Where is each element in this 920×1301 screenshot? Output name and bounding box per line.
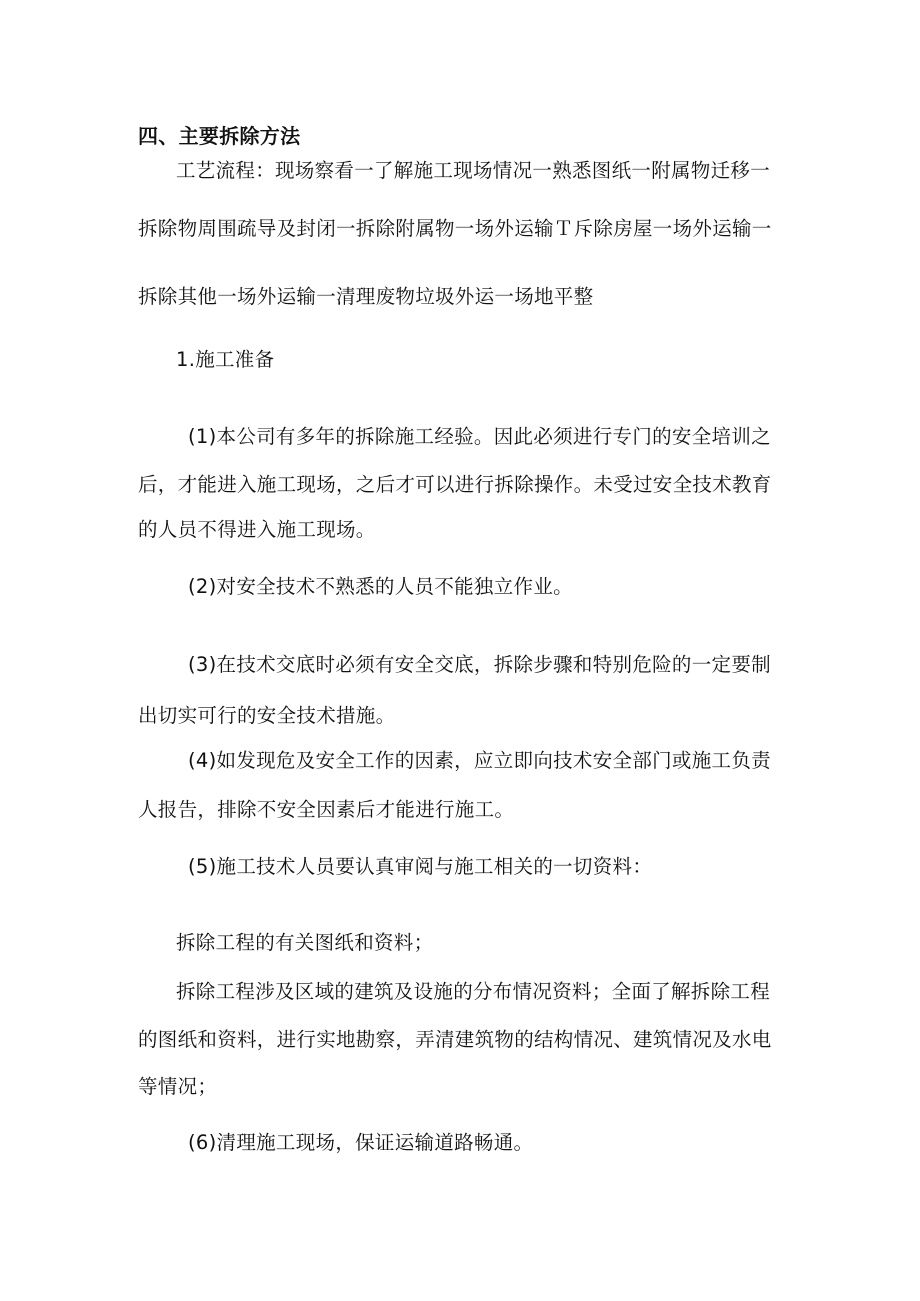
sub-item-2-line-2: 的图纸和资料，进行实地勘察，弄清建筑物的结构情况、建筑情况及水电 (138, 1028, 772, 1051)
item-2: (2)对安全技术不熟悉的人员不能独立作业。 (188, 575, 573, 598)
process-flow-line-3: 拆除其他一场外运输一清理废物垃圾外运一场地平整 (138, 285, 594, 308)
item-3-line-1: (3)在技术交底时必须有安全交底，拆除步骤和特别危险的一定要制 (188, 653, 771, 676)
item-4-line-2: 人报告，排除不安全因素后才能进行施工。 (138, 798, 515, 821)
item-1-line-2: 后，才能进入施工现场，之后才可以进行拆除操作。未受过安全技术教育 (138, 473, 772, 496)
item-4-line-1: (4)如发现危及安全工作的因素，应立即向技术安全部门或施工负责 (188, 749, 771, 772)
sub-item-1: 拆除工程的有关图纸和资料； (176, 931, 434, 954)
sub-item-2-line-1: 拆除工程涉及区域的建筑及设施的分布情况资料；全面了解拆除工程 (176, 980, 771, 1003)
item-6: (6)清理施工现场，保证运输道路畅通。 (188, 1131, 534, 1154)
item-1-line-1: (1)本公司有多年的拆除施工经验。因此必须进行专门的安全培训之 (188, 425, 771, 448)
subsection-title: 1.施工准备 (176, 348, 275, 371)
section-heading: 四、主要拆除方法 (138, 124, 301, 148)
process-flow-line-2: 拆除物周围疏导及封闭一拆除附属物一场外运输Ｔ斥除房屋一场外运输一 (138, 217, 772, 240)
item-1-line-3: 的人员不得进入施工现场。 (138, 518, 376, 541)
item-3-line-2: 出切实可行的安全技术措施。 (138, 704, 396, 727)
sub-item-2-line-3: 等情况； (138, 1075, 218, 1098)
item-5: (5)施工技术人员要认真审阅与施工相关的一切资料： (188, 855, 653, 878)
process-flow-line-1: 工艺流程：现场察看一了解施工现场情况一熟悉图纸一附属物迁移一 (176, 159, 771, 182)
